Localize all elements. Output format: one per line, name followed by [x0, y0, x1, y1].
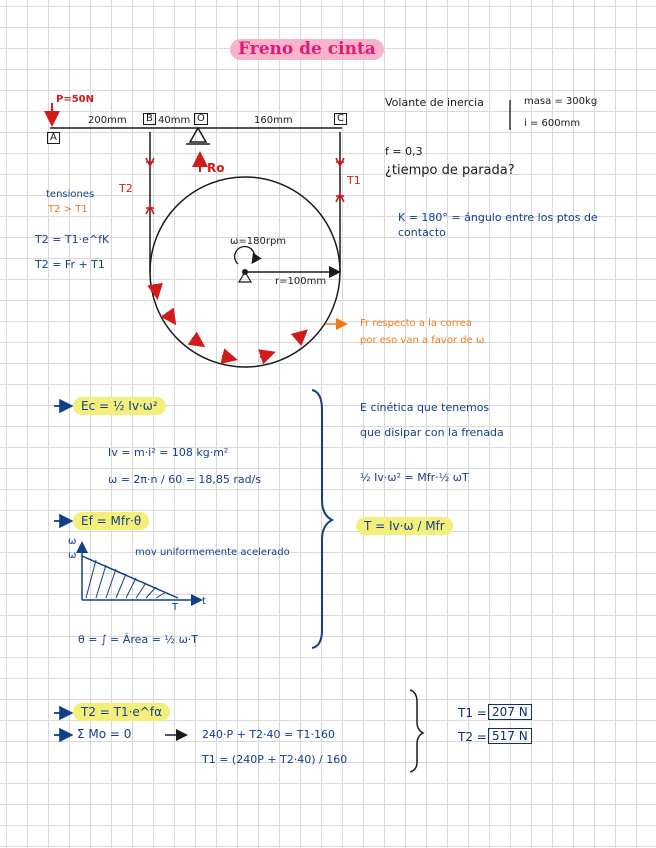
dim-bo: 40mm [158, 115, 191, 126]
omega-arc [235, 247, 255, 264]
equation-t2-exp: T2 = T1·e^fK [35, 233, 110, 246]
friction-note-line1: Fr respecto a la correa [360, 318, 472, 329]
theta-equation: θ = ∫ = Área = ½ ω·T [78, 633, 198, 646]
masa-note: masa = 300kg [524, 96, 598, 107]
tension-t2-label: T2 [119, 182, 133, 195]
radius-label: r=100mm [275, 276, 327, 287]
t1-result-label: T1 = [458, 706, 487, 720]
equation-t2-sum: T2 = Fr + T1 [35, 258, 105, 271]
omega-equation: ω = 2π·n / 60 = 18,85 rad/s [108, 473, 262, 486]
inertia-equation: Iv = m·i² = 108 kg·m² [108, 446, 229, 459]
graph-axis-omega0: ω [68, 550, 77, 561]
radio-giro-note: i = 600mm [524, 118, 581, 129]
motion-note: mov uniformemente acelerado [135, 547, 290, 558]
graph-axis-T: T [172, 602, 179, 613]
point-a: A [47, 132, 60, 144]
point-b: B [143, 113, 156, 125]
t2-result-value: 517 N [488, 728, 532, 744]
pivot-support [190, 128, 206, 142]
reaction-label: Ro [207, 161, 225, 175]
friction-energy-equation: Ef = Mfr·θ [73, 512, 149, 530]
friction-coef-note: f = 0,3 [385, 145, 423, 158]
volante-note: Volante de inercia [385, 96, 484, 109]
alpha-note: K = 180° = ángulo entre los ptos de contacto [398, 211, 598, 240]
graph-axis-omega: ω [68, 536, 77, 547]
force-p-label: P=50N [56, 94, 94, 105]
page-title: Freno de cinta [230, 39, 384, 60]
omega-label: ω=180rpm [230, 236, 287, 247]
point-c: C [334, 113, 347, 125]
graph-line [82, 556, 178, 598]
friction-note-line2: por eso van a favor de ω [360, 335, 485, 346]
t2-result-label: T2 = [458, 730, 487, 744]
dim-oc: 160mm [254, 115, 293, 126]
tension-t1-label: T1 [347, 174, 361, 187]
point-o: O [194, 113, 208, 125]
energy-text-line2: que disipar con la frenada [360, 426, 504, 439]
t1-expression: T1 = (240P + T2·40) / 160 [202, 753, 348, 766]
t1-result-value: 207 N [488, 704, 532, 720]
graph-axis-t: t [202, 596, 206, 607]
brace-final [410, 690, 423, 772]
energy-text-line1: E cinética que tenemos [360, 401, 490, 414]
moment-equilibrium: Σ Mo = 0 [77, 727, 132, 741]
belt-tension-equation: T2 = T1·e^fα [73, 703, 170, 721]
dim-ab: 200mm [88, 115, 127, 126]
kinetic-energy-equation: Ec = ½ Iv·ω² [73, 397, 166, 415]
t2-gt-t1-note: T2 > T1 [48, 204, 88, 215]
brace-middle [312, 390, 332, 648]
tensiones-note: tensiones [46, 189, 95, 200]
moment-equation: 240·P + T2·40 = T1·160 [202, 728, 335, 741]
energy-balance-equation: ½ Iv·ω² = Mfr·½ ωT [360, 471, 469, 484]
stopping-time-equation: T = Iv·ω / Mfr [356, 517, 453, 535]
question-note: ¿tiempo de parada? [385, 163, 515, 178]
